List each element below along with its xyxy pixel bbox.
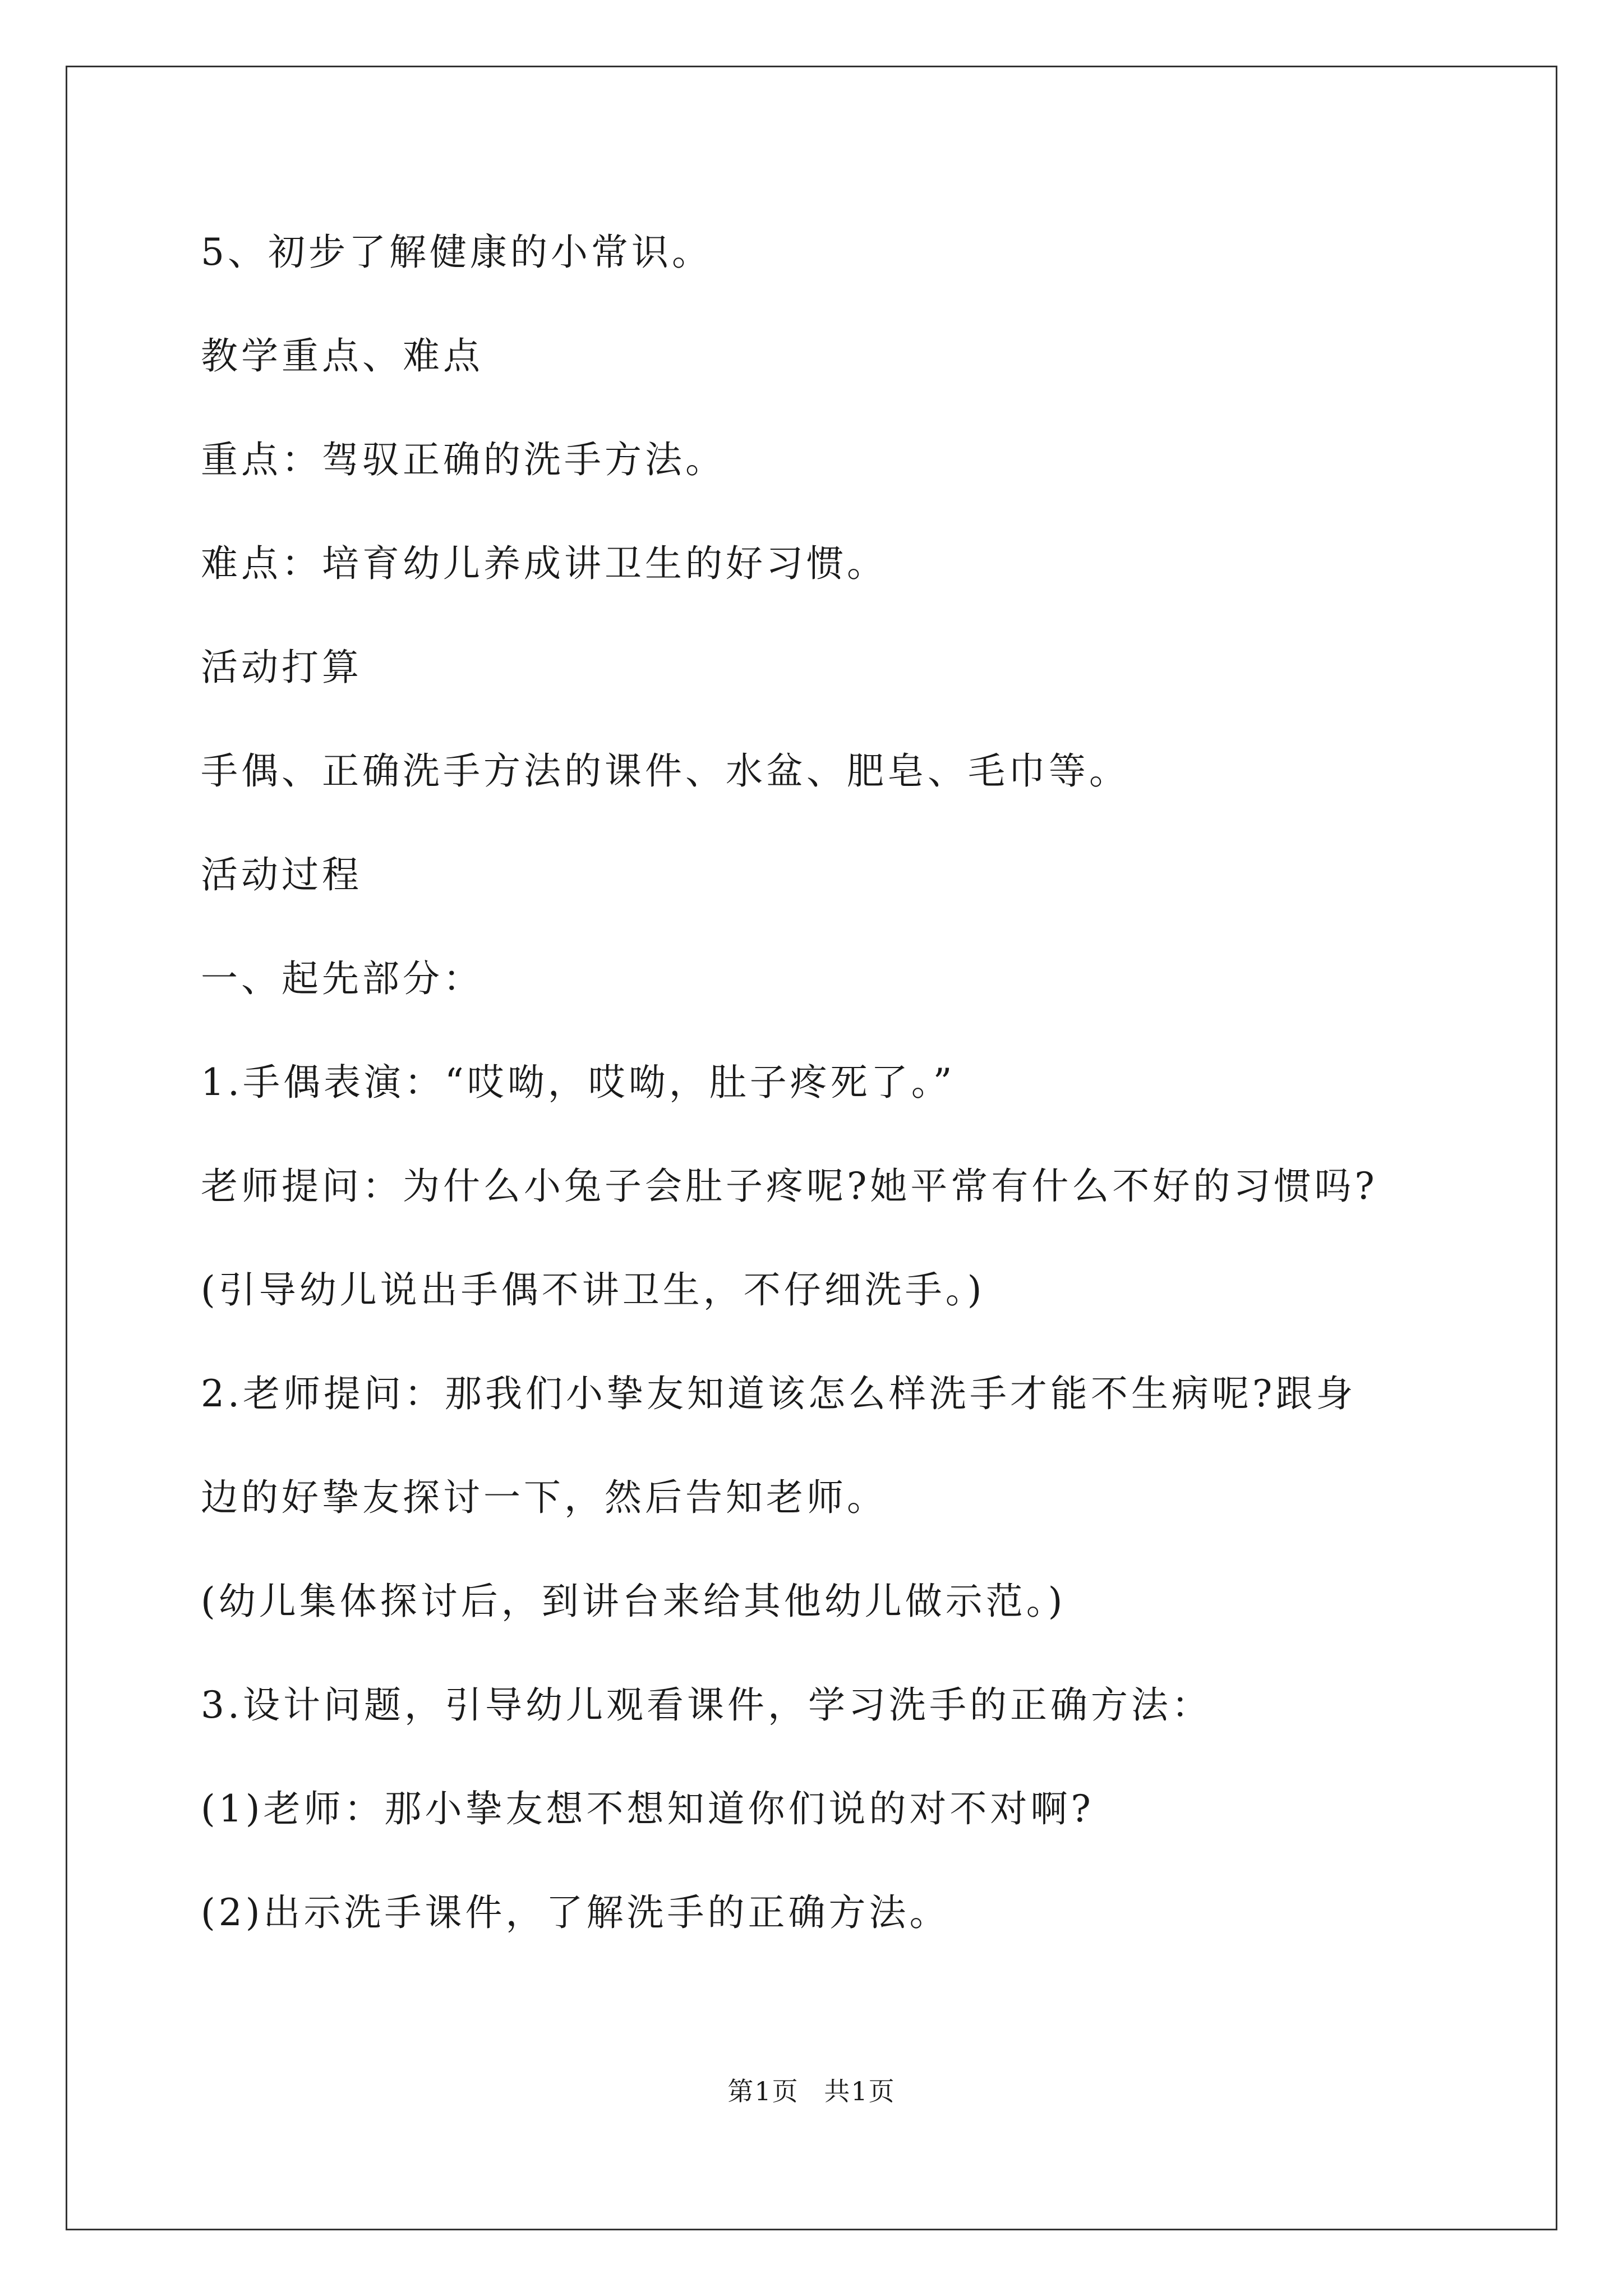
page-total: 共1页 — [824, 2076, 896, 2106]
text-line-16: (1)老师：那小挚友想不想知道你们说的对不对啊? — [201, 1787, 1094, 1830]
text-line-8: 一、起先部分： — [201, 957, 483, 1000]
text-line-9: 1.手偶表演：“哎呦，哎呦，肚子疼死了。” — [201, 1061, 956, 1104]
page-footer — [0, 2074, 1623, 2108]
text-line-4: 难点：培育幼儿养成讲卫生的好习惯。 — [201, 542, 887, 585]
section-heading-process: 活动过程 — [201, 853, 362, 896]
text-line-10: 老师提问：为什么小兔子会肚子疼呢?她平常有什么不好的习惯吗? — [201, 1165, 1378, 1208]
text-line-6: 手偶、正确洗手方法的课件、水盆、肥皂、毛巾等。 — [201, 749, 1129, 793]
text-line-11: (引导幼儿说出手偶不讲卫生，不仔细洗手。) — [201, 1268, 985, 1312]
text-line-1: 5、初步了解健康的小常识。 — [201, 231, 712, 274]
text-line-3: 重点：驾驭正确的洗手方法。 — [201, 438, 726, 481]
text-line-12: 2.老师提问：那我们小挚友知道该怎么样洗手才能不生病呢?跟身 — [201, 1372, 1357, 1415]
text-line-14: (幼儿集体探讨后，到讲台来给其他幼儿做示范。) — [201, 1580, 1066, 1623]
text-line-13: 边的好挚友探讨一下，然后告知老师。 — [201, 1476, 887, 1519]
page-number: 第1页 — [727, 2076, 799, 2106]
text-line-17: (2)出示洗手课件，了解洗手的正确方法。 — [201, 1891, 950, 1934]
text-line-15: 3.设计问题，引导幼儿观看课件，学习洗手的正确方法： — [201, 1683, 1212, 1727]
section-heading-preparation: 活动打算 — [201, 646, 362, 689]
section-heading-key-points: 教学重点、难点 — [201, 334, 483, 378]
